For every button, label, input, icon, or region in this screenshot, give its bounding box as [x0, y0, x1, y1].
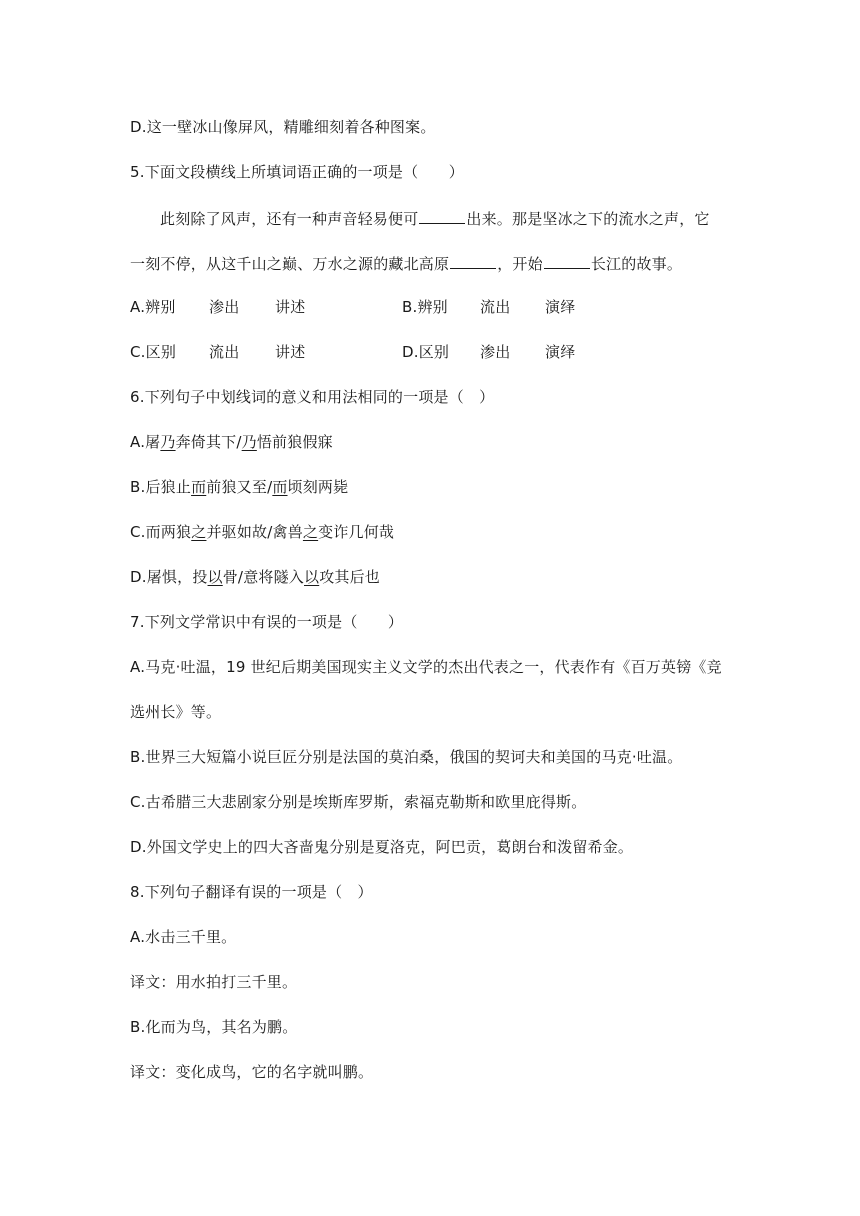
q5-option-c-word3: 讲述: [275, 343, 306, 361]
q7-stem: 7.下列文学常识中有误的一项是（ ）: [130, 613, 404, 631]
underlined-word: 而: [191, 478, 207, 496]
q5-passage-line-2: [130, 252, 682, 274]
q5-passage-text: ，开始: [497, 255, 543, 273]
q5-passage-text: 长江的故事。: [590, 255, 683, 273]
q8-option-a: A.水击三千里。: [130, 928, 237, 946]
fill-blank: [419, 207, 465, 224]
q8-option-a-translation: 译文：用水拍打三千里。: [130, 973, 298, 991]
q5-option-b-word2: 流出: [480, 298, 511, 316]
q5-stem: 5.下面文段横线上所填词语正确的一项是（ ）: [130, 163, 464, 181]
q8-option-b-translation: 译文：变化成鸟，它的名字就叫鹏。: [130, 1063, 374, 1081]
q5-option-b-word3: 演绎: [545, 298, 576, 316]
q5-passage-text: 一刻不停，从这千山之巅、万水之源的藏北高原: [130, 255, 450, 273]
q6-stem: 6.下列句子中划线词的意义和用法相同的一项是（ ）: [130, 388, 495, 406]
q5-option-d-word2: 渗出: [480, 343, 511, 361]
underlined-word: 之: [191, 523, 207, 541]
q7-option-a-line-2: 选州长》等。: [130, 703, 222, 721]
option-text: D.屠惧，投: [130, 568, 208, 586]
q6-option-b: [130, 477, 348, 497]
q6-option-c: [130, 522, 394, 542]
fill-blank: [450, 252, 496, 269]
q8-stem: 8.下列句子翻译有误的一项是（ ）: [130, 883, 373, 901]
option-text: 顷刻两毙: [287, 478, 349, 496]
underlined-word: 乃: [241, 433, 257, 451]
option-text: 悟前狼假寐: [256, 433, 333, 451]
option-text: 并驱如故/禽兽: [206, 523, 303, 541]
q5-option-c-word1: C.区别: [130, 343, 177, 361]
q7-option-d: D.外国文学史上的四大吝啬鬼分别是夏洛克，阿巴贡，葛朗台和泼留希金。: [130, 838, 634, 856]
option-text: 前狼又至/: [206, 478, 273, 496]
option-text: B.后狼止: [130, 478, 192, 496]
q5-option-a-word3: 讲述: [275, 298, 306, 316]
q7-option-a-line-1: A.马克·吐温，19 世纪后期美国现实主义文学的杰出代表之一，代表作有《百万英镑《竞: [130, 658, 722, 676]
q5-option-d-word1: D.区别: [402, 343, 450, 361]
q5-passage-text: 此刻除了风声，还有一种声音轻易便可: [160, 210, 419, 228]
option-text: 变诈几何哉: [318, 523, 395, 541]
underlined-word: 以: [304, 568, 320, 586]
q8-option-b: B.化而为鸟，其名为鹏。: [130, 1018, 298, 1036]
option-text: C.而两狼: [130, 523, 192, 541]
q5-option-a-word1: A.辨别: [130, 298, 176, 316]
underlined-word: 而: [272, 478, 288, 496]
option-text: 奔倚其下/: [175, 433, 242, 451]
q5-option-b-word1: B.辨别: [402, 298, 448, 316]
q5-option-d-word3: 演绎: [545, 343, 576, 361]
q6-option-d: [130, 567, 380, 587]
option-text: 骨/意将隧入: [222, 568, 304, 586]
q6-option-a: [130, 432, 333, 452]
q5-option-c-word2: 流出: [209, 343, 240, 361]
q5-passage-line-1: [160, 207, 710, 229]
q5-passage-text: 出来。那是坚冰之下的流水之声，它: [466, 210, 710, 228]
fill-blank: [544, 252, 590, 269]
q7-option-b: B.世界三大短篇小说巨匠分别是法国的莫泊桑，俄国的契诃夫和美国的马克·吐温。: [130, 748, 683, 766]
underlined-word: 乃: [160, 433, 176, 451]
underlined-word: 以: [207, 568, 223, 586]
option-text: A.屠: [130, 433, 161, 451]
underlined-word: 之: [302, 523, 319, 541]
q5-option-a-word2: 渗出: [209, 298, 240, 316]
q4-option-d: D.这一壁冰山像屏风，精雕细刻着各种图案。: [130, 118, 436, 136]
q7-option-c: C.古希腊三大悲剧家分别是埃斯库罗斯，索福克勒斯和欧里庇得斯。: [130, 793, 587, 811]
option-text: 攻其后也: [319, 568, 381, 586]
